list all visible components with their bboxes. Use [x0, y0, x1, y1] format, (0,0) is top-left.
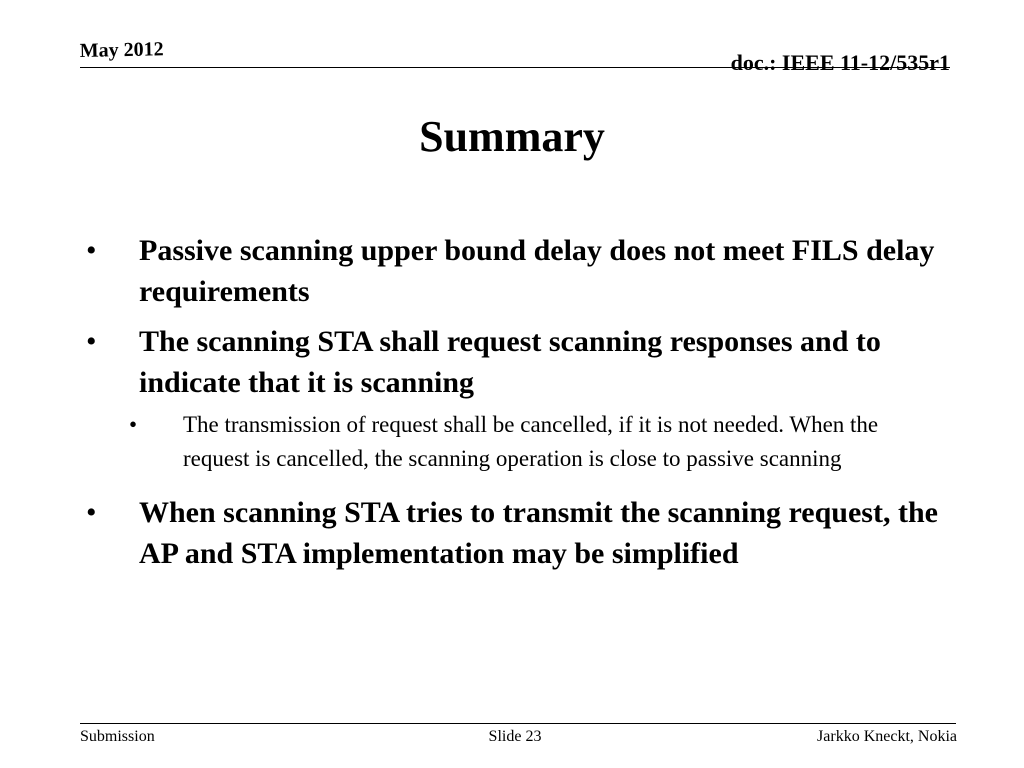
- footer-author: Jarkko Kneckt, Nokia: [817, 728, 957, 745]
- bullet-text: Passive scanning upper bound delay does not meet FILS delay requirements: [139, 234, 935, 308]
- bullet-item-3: [86, 492, 946, 574]
- bullet-icon: •: [86, 234, 97, 267]
- sub-bullet-item-1: [129, 408, 943, 476]
- header-date: May 2012: [79, 38, 164, 63]
- bullet-text: The scanning STA shall request scanning responses and to indicate that it is scanning: [139, 325, 881, 399]
- sub-bullet-icon: •: [129, 412, 138, 437]
- footer-slide-number: Slide 23: [488, 728, 542, 745]
- bullet-list: [86, 230, 946, 583]
- bullet-item-2: [86, 321, 946, 403]
- bullet-icon: •: [86, 496, 97, 529]
- bullet-item-1: [86, 230, 946, 312]
- footer-submission: Submission: [80, 728, 155, 745]
- header-divider: [80, 67, 950, 68]
- footer-divider: [80, 723, 956, 724]
- slide-title: Summary: [419, 112, 605, 161]
- sub-bullet-text: The transmission of request shall be cancelled, if it is not needed. When the request is cancelled, the scanning operation is close to passive scanning: [183, 412, 879, 471]
- bullet-icon: •: [86, 325, 97, 358]
- bullet-text: When scanning STA tries to transmit the scanning request, the AP and STA implementation may be simplified: [139, 496, 938, 570]
- header-doc-id: doc.: IEEE 11-12/535r1: [730, 50, 950, 75]
